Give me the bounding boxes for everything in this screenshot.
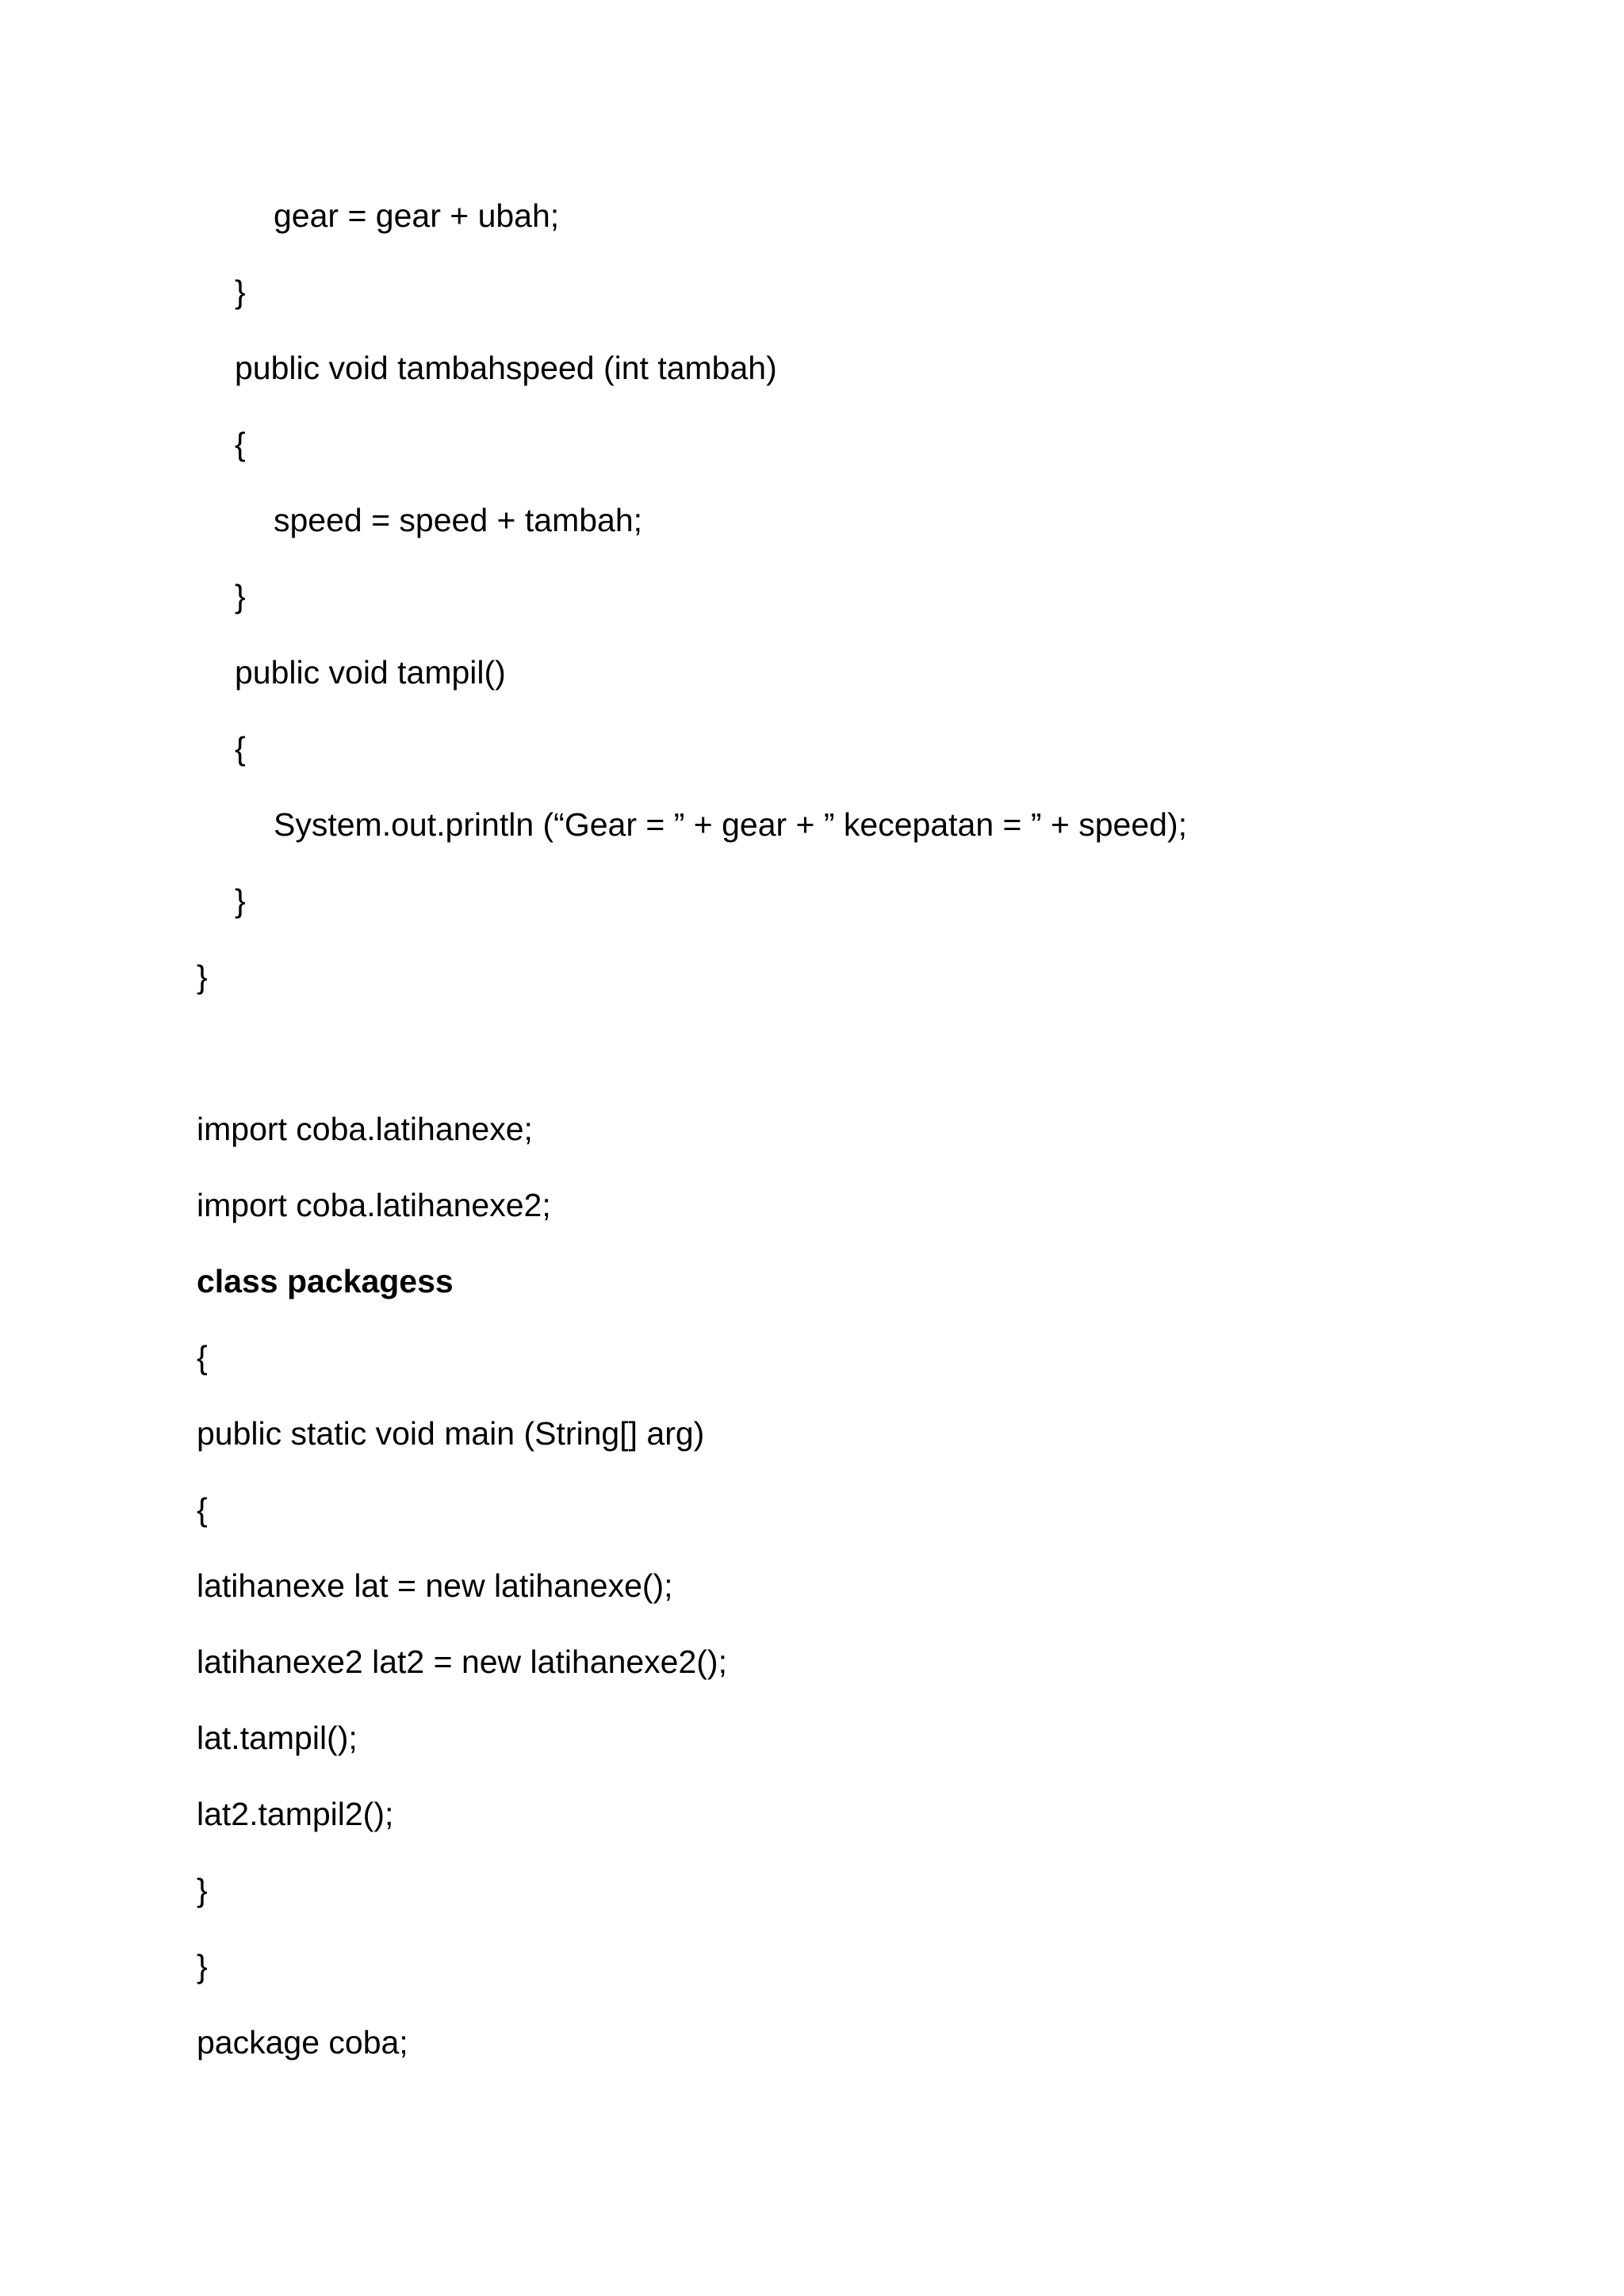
code-line: latihanexe lat = new latihanexe(); [197,1567,673,1604]
code-line: { [235,730,246,767]
code-line: System.out.println (“Gear = ” + gear + ” kecepatan = ” + speed); [274,806,1187,843]
code-line: } [197,959,208,995]
code-line: { [197,1339,208,1376]
code-line: package coba; [197,2024,408,2061]
code-line: } [235,882,246,919]
code-line: public void tambahspeed (int tambah) [235,350,777,386]
code-line-class-declaration: class packagess [197,1263,454,1299]
code-line: lat.tampil(); [197,1720,358,1756]
code-line: } [235,274,246,310]
code-line: } [197,1948,208,1984]
code-line: { [235,426,246,462]
code-line: public void tampil() [235,654,506,691]
code-line: { [197,1491,208,1528]
code-line: gear = gear + ubah; [274,197,560,234]
code-line: latihanexe2 lat2 = new latihanexe2(); [197,1644,727,1680]
code-line: } [197,1872,208,1908]
code-line: import coba.latihanexe; [197,1111,533,1147]
code-line: public static void main (String[] arg) [197,1415,705,1452]
code-line: lat2.tampil2(); [197,1796,394,1832]
code-line: speed = speed + tambah; [274,502,643,538]
code-line: } [235,578,246,614]
code-line: import coba.latihanexe2; [197,1187,551,1223]
